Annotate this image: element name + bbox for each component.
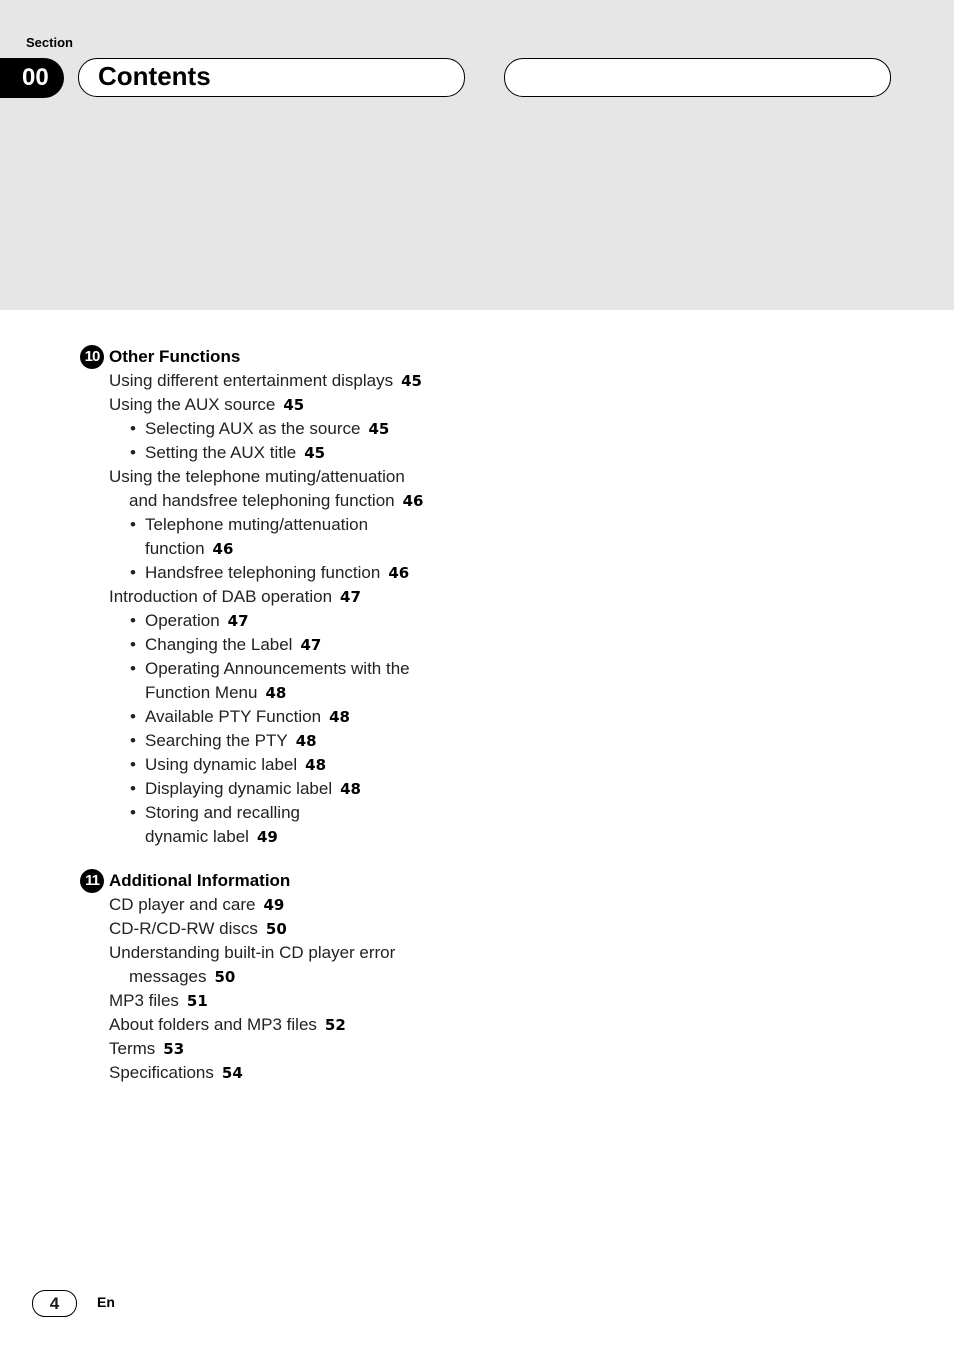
toc-entry-list [80,369,560,849]
toc-entry[interactable] [80,729,560,753]
language-label: En [97,1294,115,1310]
toc-entry[interactable] [80,1037,560,1061]
toc-entry-line [109,1037,560,1061]
toc-page-number: 47 [340,588,361,606]
toc-page-number: 46 [212,540,234,558]
toc-entry-line [109,585,560,609]
toc-entry-line [145,705,560,729]
toc-entry[interactable] [80,465,560,513]
toc-page-number: 50 [214,968,236,986]
toc-entry[interactable] [80,989,560,1013]
toc-entry-line [109,941,560,965]
toc-entry-text: About folders and MP3 files [109,1015,317,1034]
toc-entry-text: Operating Announcements with the [145,659,410,678]
toc-entry[interactable] [80,941,560,989]
toc-entry-line [109,465,560,489]
toc-entry-line [145,777,560,801]
toc-entry-line [145,609,560,633]
toc-entry-line [145,513,560,537]
toc-entry-text: Selecting AUX as the source [145,419,361,438]
toc-entry-line [109,917,560,941]
toc-entry-line [145,729,560,753]
toc-page-number: 51 [186,992,208,1010]
chapter-title: Additional Information [109,871,291,890]
toc-chapter-heading[interactable] [80,869,560,893]
toc-page-number: 45 [283,396,305,414]
toc-entry-line [109,989,560,1013]
toc-entry-line [145,417,560,441]
bullet-icon: • [130,707,136,726]
toc-entry-line [109,489,560,513]
toc-page-number: 45 [304,444,326,462]
toc-entry[interactable] [80,705,560,729]
toc-entry-text: and handsfree telephoning function [129,491,395,510]
toc-entry[interactable] [80,609,560,633]
toc-entry-line [109,893,560,917]
toc-page-number: 54 [221,1064,243,1082]
toc-entry[interactable] [80,777,560,801]
toc-chapter-heading[interactable] [80,345,560,369]
bullet-icon: • [130,731,136,750]
toc-page-number: 48 [265,684,287,702]
chapter-number-icon: 11 [80,869,104,893]
toc-entry[interactable] [80,441,560,465]
toc-entry[interactable] [80,561,560,585]
toc-entry[interactable] [80,917,560,941]
chapter-number-icon: 10 [80,345,104,369]
toc-entry-text: CD-R/CD-RW discs [109,919,258,938]
header-band [0,0,954,310]
page-number: 4 [32,1290,77,1317]
toc-page-number: 48 [295,732,317,750]
toc-entry-text: messages [129,967,207,986]
toc-entry-line [109,393,560,417]
toc-entry-text: Setting the AUX title [145,443,297,462]
toc-entry-line [145,681,560,705]
toc-entry-line [145,633,560,657]
toc-entry-line [145,441,560,465]
toc-entry[interactable] [80,417,560,441]
toc-page-number: 48 [340,780,361,798]
toc-entry-line [145,561,560,585]
toc-entry[interactable] [80,1013,560,1037]
toc-entry[interactable] [80,513,560,561]
bullet-icon: • [130,515,136,534]
toc-entry-text: Using the AUX source [109,395,276,414]
toc-entry-line [109,1013,560,1037]
toc-entry-text: Searching the PTY [145,731,288,750]
toc-entry-text: Introduction of DAB operation [109,587,333,606]
toc-entry-text: Changing the Label [145,635,293,654]
toc-entry-line [145,825,560,849]
toc-page-number: 46 [388,564,410,582]
bullet-icon: • [130,611,136,630]
bullet-icon: • [130,803,136,822]
toc-entry[interactable] [80,657,560,705]
bullet-icon: • [130,635,136,654]
toc-section [80,869,560,1085]
bullet-icon: • [130,419,136,438]
toc-entry[interactable] [80,753,560,777]
toc-entry-text: Using different entertainment displays [109,371,394,390]
toc-entry-text: Specifications [109,1063,214,1082]
toc-page-number: 45 [368,420,390,438]
toc-entry-text: Telephone muting/attenuation [145,515,369,534]
toc-entry[interactable] [80,369,560,393]
toc-entry-line [145,657,560,681]
toc-entry[interactable] [80,801,560,849]
toc-entry-line [145,753,560,777]
bullet-icon: • [130,779,136,798]
toc-entry-line [109,369,560,393]
bullet-icon: • [130,659,136,678]
toc-entry-list [80,893,560,1085]
toc-page-number: 50 [265,920,287,938]
toc-entry-text: Using dynamic label [145,755,298,774]
toc-page-number: 47 [300,636,322,654]
toc-entry-text: Understanding built-in CD player error [109,943,396,962]
toc-entry[interactable] [80,893,560,917]
toc-entry-text: CD player and care [109,895,256,914]
toc-entry-text: Handsfree telephoning function [145,563,381,582]
bullet-icon: • [130,563,136,582]
toc-entry-line [145,801,560,825]
section-label: Section [26,35,73,50]
toc-entry[interactable] [80,1061,560,1085]
toc-page-number: 47 [227,612,249,630]
toc-entry-text: Using the telephone muting/attenuation [109,467,405,486]
toc-section [80,345,560,849]
toc-entry-text: MP3 files [109,991,179,1010]
chapter-title: Other Functions [109,347,241,366]
toc-entry[interactable] [80,633,560,657]
toc-entry-text: dynamic label [145,827,249,846]
toc-entry-line [109,1061,560,1085]
toc-page-number: 45 [401,372,422,390]
toc-entry-text: Operation [145,611,220,630]
toc-entry-text: Available PTY Function [145,707,322,726]
title-box [78,58,465,97]
table-of-contents [80,345,560,1105]
toc-entry-line [109,965,560,989]
toc-page-number: 49 [263,896,285,914]
section-number-tab: 00 [0,58,64,98]
bullet-icon: • [130,755,136,774]
page-title: Contents [98,61,211,91]
toc-entry[interactable] [80,393,560,417]
toc-entry-text: Terms [109,1039,156,1058]
toc-entry-text: function [145,539,205,558]
toc-entry-line [145,537,560,561]
bullet-icon: • [130,443,136,462]
toc-entry-text: Storing and recalling [145,803,300,822]
toc-page-number: 48 [329,708,350,726]
toc-page-number: 53 [163,1040,185,1058]
toc-page-number: 46 [402,492,424,510]
toc-entry[interactable] [80,585,560,609]
toc-entry-text: Displaying dynamic label [145,779,333,798]
toc-page-number: 48 [305,756,327,774]
title-box-empty [504,58,891,97]
toc-entry-text: Function Menu [145,683,258,702]
toc-page-number: 52 [324,1016,346,1034]
toc-page-number: 49 [256,828,278,846]
